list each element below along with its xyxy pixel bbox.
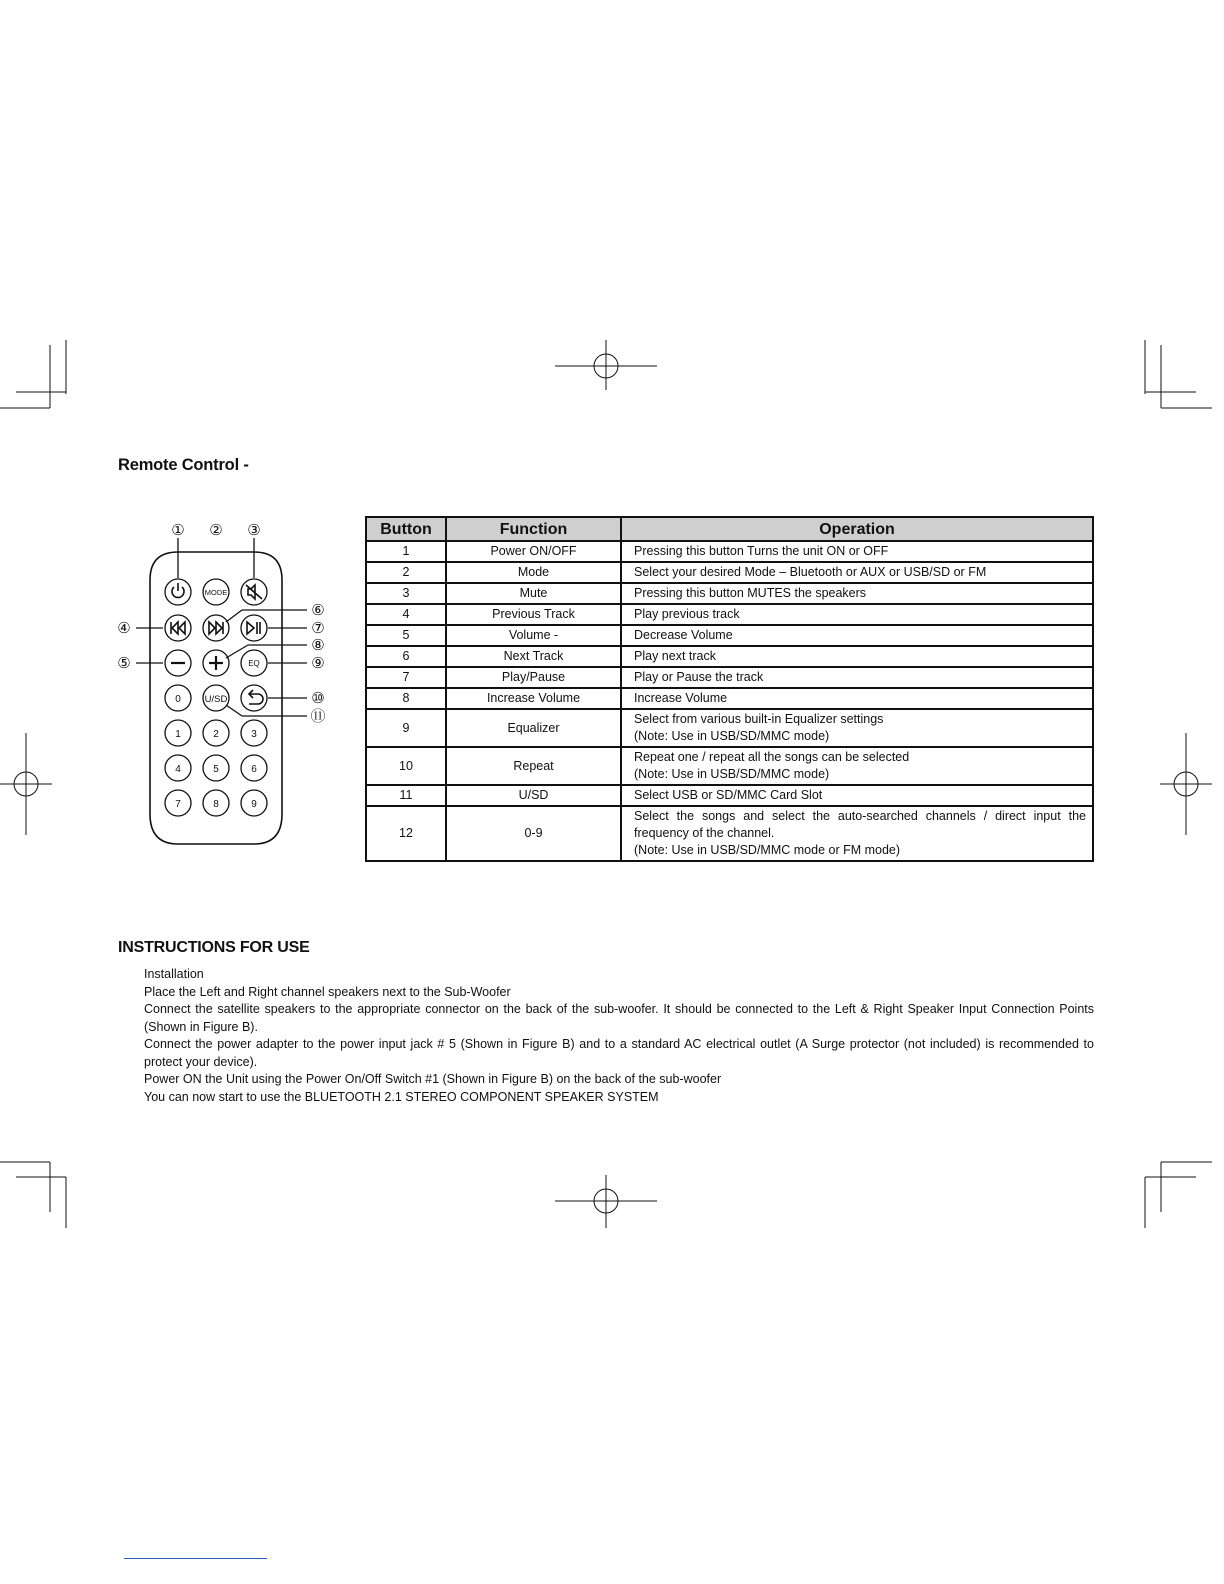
row-function: Increase Volume (446, 688, 621, 709)
row-function: Repeat (446, 747, 621, 785)
row-operation: Pressing this button MUTES the speakers (621, 583, 1093, 604)
row-function: Mode (446, 562, 621, 583)
instruction-paragraph: Place the Left and Right channel speakers next to the Sub-Woofer (144, 984, 511, 999)
digit-4-label: 4 (175, 764, 181, 775)
mode-label: MODE (204, 588, 228, 597)
table-row (366, 667, 1093, 688)
instruction-paragraph: Power ON the Unit using the Power On/Off Switch #1 (Shown in Figure B) on the back of the sub-woofer (144, 1072, 722, 1086)
row-button-number: 10 (366, 747, 446, 785)
table-row (366, 541, 1093, 562)
row-function: Play/Pause (446, 667, 621, 688)
callout-5: ⑤ (117, 654, 131, 672)
remote-function-table (365, 516, 1094, 862)
table-row (366, 709, 1093, 747)
instruction-paragraph: You can now start to use the BLUETOOTH 2.1 STEREO COMPONENT SPEAKER SYSTEM (144, 1089, 659, 1104)
digit-8-label: 8 (213, 799, 219, 810)
row-function: Equalizer (446, 709, 621, 747)
row-button-number: 7 (366, 667, 446, 688)
callout-4: ④ (117, 619, 131, 637)
row-operation: Increase Volume (621, 688, 1093, 709)
row-operation: Repeat one / repeat all the songs can be selected (Note: Use in USB/SD/MMC mode) (621, 747, 1093, 785)
row-operation: Select the songs and select the auto-searched channels / direct input the frequency of the channel. (Note: Use in USB/SD/MMC mode or FM mode) (621, 806, 1093, 861)
digit-7-label: 7 (175, 799, 181, 810)
digit-0-label: 0 (175, 694, 181, 705)
row-operation: Select USB or SD/MMC Card Slot (621, 785, 1093, 806)
footer-rule (124, 1558, 267, 1559)
row-function: Volume - (446, 625, 621, 646)
remote-control-diagram (112, 518, 352, 848)
row-function: 0-9 (446, 806, 621, 861)
row-button-number: 9 (366, 709, 446, 747)
power-button (165, 579, 191, 605)
usd-label: U/SD (204, 694, 228, 705)
section-title: Remote Control - (118, 456, 249, 474)
callout-9: ⑨ (311, 654, 325, 672)
next-track-icon (209, 622, 223, 634)
callout-10: ⑩ (311, 689, 325, 707)
header-button: Button (366, 517, 446, 541)
row-button-number: 11 (366, 785, 446, 806)
instruction-paragraph: Connect the satellite speakers to the appropriate connector on the back of the sub-woofer. It should be connected to the Left & Right Speaker Input Connection Points (Shown in Figure B). (144, 1002, 1094, 1034)
row-button-number: 1 (366, 541, 446, 562)
table-row (366, 688, 1093, 709)
callout-6: ⑥ (311, 601, 325, 619)
row-operation: Select from various built-in Equalizer settings (Note: Use in USB/SD/MMC mode) (621, 709, 1093, 747)
digit-2-label: 2 (213, 729, 219, 740)
power-icon (172, 583, 184, 597)
instruction-paragraph: Installation (144, 967, 204, 981)
table-row (366, 625, 1093, 646)
row-operation: Select your desired Mode – Bluetooth or AUX or USB/SD or FM (621, 562, 1093, 583)
mute-icon (246, 585, 262, 599)
row-button-number: 2 (366, 562, 446, 583)
row-button-number: 4 (366, 604, 446, 625)
play-pause-icon (247, 622, 260, 634)
row-button-number: 5 (366, 625, 446, 646)
eq-label: EQ (248, 659, 260, 668)
row-function: Next Track (446, 646, 621, 667)
row-function: Previous Track (446, 604, 621, 625)
digit-1-label: 1 (175, 729, 181, 740)
instructions-body (144, 966, 1094, 1106)
callout-7: ⑦ (311, 619, 325, 637)
prev-track-icon (171, 622, 185, 634)
row-operation: Play or Pause the track (621, 667, 1093, 688)
row-operation: Play next track (621, 646, 1093, 667)
digit-9-label: 9 (251, 799, 257, 810)
callout-8: ⑧ (311, 636, 325, 654)
callout-1: ① (171, 521, 185, 539)
callout-2: ② (209, 521, 223, 539)
table-row (366, 747, 1093, 785)
row-operation: Pressing this button Turns the unit ON or OFF (621, 541, 1093, 562)
digit-5-label: 5 (213, 764, 219, 775)
header-operation: Operation (621, 517, 1093, 541)
row-button-number: 12 (366, 806, 446, 861)
callout-11: ⑪ (310, 707, 326, 725)
table-row (366, 583, 1093, 604)
digit-3-label: 3 (251, 729, 257, 740)
row-button-number: 3 (366, 583, 446, 604)
row-operation: Decrease Volume (621, 625, 1093, 646)
row-operation: Play previous track (621, 604, 1093, 625)
table-row (366, 785, 1093, 806)
row-button-number: 8 (366, 688, 446, 709)
row-button-number: 6 (366, 646, 446, 667)
instruction-paragraph: Connect the power adapter to the power input jack # 5 (Shown in Figure B) and to a standard AC electrical outlet (A Surge protector (not included) is recommended to protect your device). (144, 1037, 1094, 1069)
plus-icon (209, 656, 223, 670)
instructions-title: INSTRUCTIONS FOR USE (118, 939, 310, 956)
table-row (366, 806, 1093, 861)
table-row (366, 604, 1093, 625)
table-row (366, 646, 1093, 667)
table-row (366, 562, 1093, 583)
row-function: Mute (446, 583, 621, 604)
callout-3: ③ (247, 521, 261, 539)
digit-6-label: 6 (251, 764, 257, 775)
header-function: Function (446, 517, 621, 541)
row-function: Power ON/OFF (446, 541, 621, 562)
row-function: U/SD (446, 785, 621, 806)
table-header-row (366, 517, 1093, 541)
repeat-icon (249, 690, 263, 704)
